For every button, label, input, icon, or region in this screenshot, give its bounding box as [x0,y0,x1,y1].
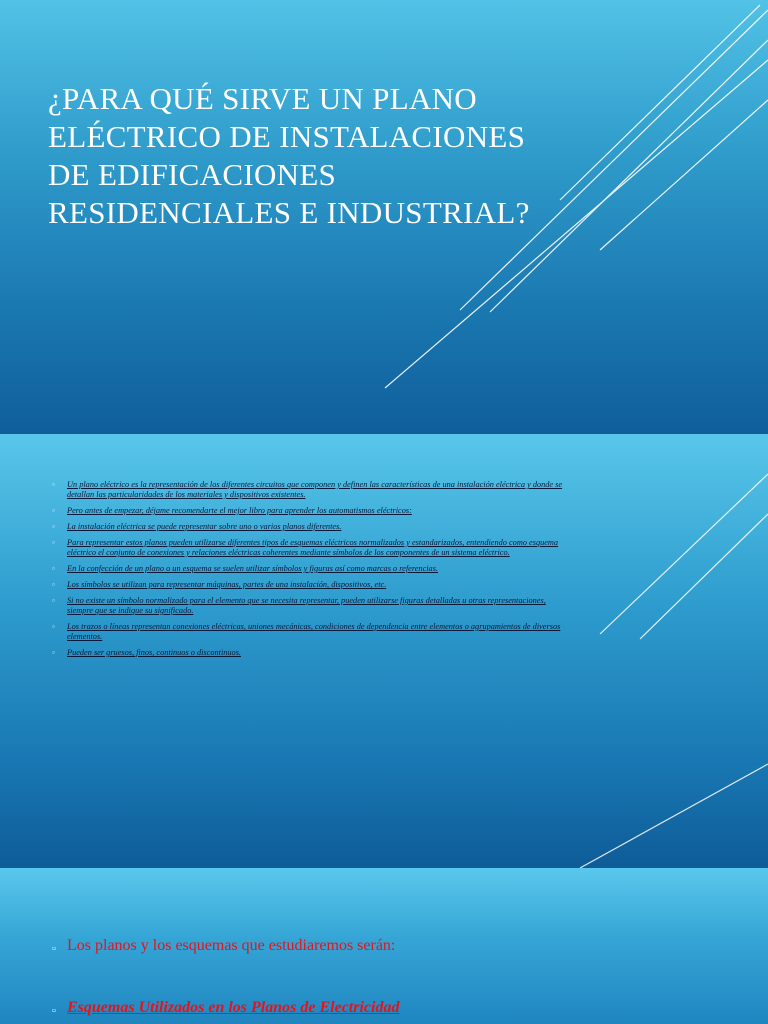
bullet-list [52,480,572,664]
list-item [52,596,572,616]
bullet-text: Para representar estos planos pueden utilizarse diferentes tipos de esquemas eléctricos normalizados y estandarizados, entendiendo como esquema eléctrico el conjunto de conexiones y relaciones eléctricas coherentes mediante símbolos de los componentes de un sistema eléctrico. [67,538,559,557]
bullet-text: Pueden ser gruesos, finos, continuos o discontinuos. [67,648,241,657]
list-item [52,480,572,500]
square-bullet-icon: ▫ [52,596,55,605]
list-item[interactable] [52,998,652,1018]
slide-title: ¿PARA QUÉ SIRVE UN PLANO ELÉCTRICO DE INSTALACIONES DE EDIFICACIONES RESIDENCIALES E INDUSTRIAL? [48,81,530,230]
schemes-list [52,936,652,1018]
schemes-link[interactable]: Esquemas Utilizados en los Planos de Electricidad [67,999,400,1016]
list-item [52,580,572,590]
square-bullet-icon: ▫ [52,648,55,657]
square-bullet-icon: ▫ [52,522,55,531]
bullet-text: Si no existe un símbolo normalizado para el elemento que se necesita representar, pueden utilizarse figuras detalladas u otras representaciones, siempre que se indique su significado. [67,596,546,615]
bullet-text: Los símbolos se utilizan para representar máquinas, partes de una instalación, dispositivos, etc. [67,580,387,589]
list-item [52,564,572,574]
square-bullet-icon: ▫ [52,1005,56,1017]
bullet-text: La instalación eléctrica se puede representar sobre uno o varios planos diferentes. [67,522,342,531]
bullet-text: En la confección de un plano o un esquema se suelen utilizar símbolos y figuras así como marcas o referencias. [67,564,439,573]
square-bullet-icon: ▫ [52,480,55,489]
bullet-text: Los trazos o líneas representan conexiones eléctricas, uniones mecánicas, condiciones de dependencia entre elementos o agrupamientos de diversos elementos. [67,622,561,641]
list-item [52,936,652,956]
bullet-text: Un plano eléctrico es la representación de los diferentes circuitos que componen y definen las características de una instalación eléctrica y donde se detallan las particularidades de los materiales y dispositivos existentes. [67,480,563,499]
list-item [52,622,572,642]
square-bullet-icon: ▫ [52,580,55,589]
square-bullet-icon: ▫ [52,943,56,955]
bullet-text: Pero antes de empezar, déjame recomendarte el mejor libro para aprender los automatismos eléctricos: [67,506,412,515]
square-bullet-icon: ▫ [52,506,55,515]
list-item [52,506,572,516]
square-bullet-icon: ▫ [52,538,55,547]
list-item [52,522,572,532]
schemes-intro-text: Los planos y los esquemas que estudiaremos serán: [67,937,396,954]
square-bullet-icon: ▫ [52,564,55,573]
square-bullet-icon: ▫ [52,622,55,631]
list-item [52,538,572,558]
list-item [52,648,572,658]
slide-title-section [0,0,768,434]
